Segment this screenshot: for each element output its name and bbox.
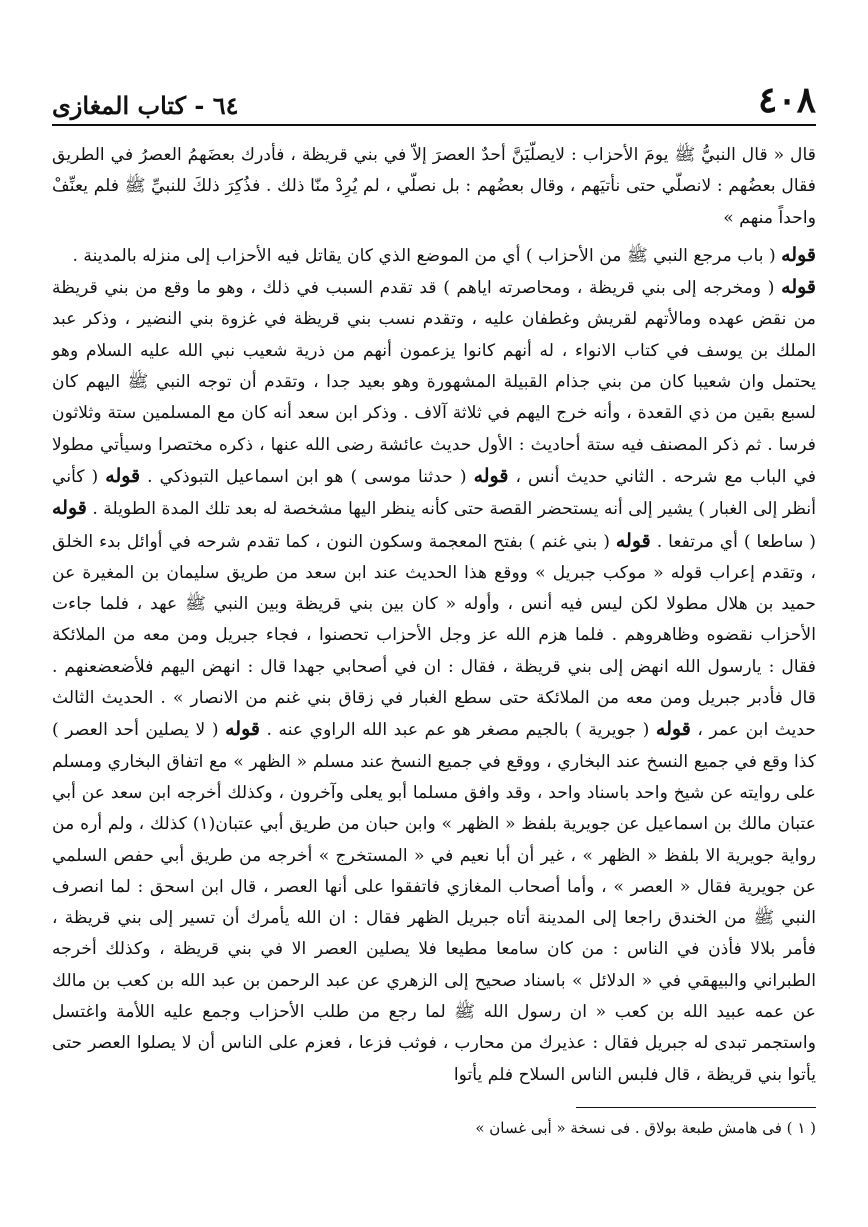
commentary-text: ( لا يصلين أحد العصر ) كذا وقع في جميع النسخ عند البخاري ، ووقع في جميع النسخ عند مسلم « الظهر » مع اتفاق البخاري ومسلم على روايته عن شيخ واحد باسناد واحد ، وقد وافق مسلما أبو يعلى وآخرون ، وكذلك أخرجه ابن سعد عن أبي عتبان مالك بن اسماعيل عن جويرية بلفظ « الظهر » وابن حبان من طريق أبي عتبان(١) كذلك ، ولم أره من رواية جويرية الا بلفظ « الظهر » ، غير أن أبا نعيم في « المستخرج » أخرجه من طريق أبي حفص السلمي عن جويرية فقال « العصر » ، وأما أصحاب المغازي فاتفقوا على أنها العصر ، قال ابن اسحق : لما انصرف النبي ﷺ من الخندق راجعا إلى المدينة أتاه جبريل الظهر فقال : ان الله يأمرك أن تسير إلى بني قريظة ، فأمر بلالا فأذن في الناس : من كان سامعا مطيعا فلا يصلين العصر الا في بني قريظة ، وكذلك أخرجه الطبراني والبيهقي في « الدلائل » باسناد صحيح إلى الزهري عن عبد الرحمن بن عبد الله بن كعب بن مالك عن عمه عبيد الله بن كعب « ان رسول الله ﷺ لما رجع من طلب الأحزاب وجمع عليه اللأمة واغتسل واستجمر تبدى له جبريل فقال : عذيرك من محارب ، فوثب فزعا ، فعزم على الناس أن لا يصلوا العصر حتى يأتوا بني قريظة ، قال فلبس الناس السلاح فلم يأتوا — [52, 720, 816, 1085]
qawluhu-keyword: قوله — [655, 718, 691, 741]
page-header — [52, 72, 816, 121]
header-rule — [52, 124, 816, 126]
body-text — [52, 140, 816, 1091]
commentary-text: ( كأني أنظر إلى الغبار ) يشير إلى أنه يستحضر القصة حتى كأنه ينظر اليها مشخصة له بعد تلك المدة الطويلة . — [52, 466, 816, 520]
commentary-text: ( بني غنم ) بفتح المعجمة وسكون النون ، كما تقدم شرحه في أوائل بدء الخلق ، وتقدم إعراب قوله « موكب جبريل » ووقع هذا الحديث عند ابن سعد من طريق سليمان بن المغيرة عن حميد بن هلال مطولا لكن ليس فيه أنس ، وأوله « كان بين بني قريظة وبين النبي ﷺ عهد ، فلما جاءت الأحزاب نقضوه وظاهروهم . فلما هزم الله عز وجل الأحزاب تحصنوا ، فجاء جبريل ومن معه من الملائكة فقال : يارسول الله انهض إلى بني قريظة ، فقال : ان في أصحابي جهدا قال : انهض اليهم فلأضعضعنهم . قال فأدبر جبريل ومن معه من الملائكة حتى سطع الغبار في زقاق بني غنم من الانصار » . الحديث الثالث حديث ابن عمر ، — [52, 531, 817, 741]
page-number: ٤٠٨ — [757, 79, 816, 121]
qawluhu-keyword: قوله — [105, 464, 141, 487]
qawluhu-keyword: قوله — [473, 464, 509, 487]
commentary-paragraph-2 — [52, 272, 816, 1091]
running-title: ٦٤ - كتاب المغازى — [52, 91, 239, 120]
commentary-paragraph-1 — [52, 240, 816, 272]
footnote: ( ١ ) فى هامش طبعة بولاق . فى نسخة « أبى غسان » — [475, 1118, 816, 1137]
commentary-text: ( ومخرجه إلى بني قريظة ، ومحاصرته اياهم ) قد تقدم السبب في ذلك ، وهو ما وقع من بني قريظة من نقض عهده ومالأتهم لقريش وغطفان عليه ، وتقدم نسب بني قريظة في غزوة بني النضير ، وذكر عبد الملك بن يوسف في كتاب الانواء ، له أنهم كانوا يزعمون أنهم من ذرية شعيب نبي الله عليه السلام وهو يحتمل وان شعيبا كان من بني جذام القبيلة المشهورة وهو بعيد جدا ، وتقدم أن توجه النبي ﷺ اليهم كان لسبع بقين من ذي القعدة ، وأنه خرج اليهم في ثلاثة آلاف . وذكر ابن سعد أنه كان مع المسلمين ستة وثلاثون فرسا . ثم ذكر المصنف فيه ستة أحاديث : الأول حديث عائشة رضى الله عنها ، ذكره مختصرا وسيأتي مطولا في الباب مع شرحه . الثاني حديث أنس ، — [52, 278, 817, 487]
commentary-text: ( باب مرجع النبي ﷺ من الأحزاب ) أي من الموضع الذي كان يقاتل فيه الأحزاب إلى منزله بالمدينة . — [72, 245, 776, 266]
commentary-text: ( جويرية ) بالجيم مصغر هو عم عبد الله الراوي عنه . — [266, 720, 650, 741]
qawluhu-keyword: قوله — [615, 529, 651, 552]
qawluhu-keyword: قوله — [781, 243, 816, 266]
qawluhu-keyword: قوله — [52, 497, 87, 520]
footnote-rule — [576, 1107, 816, 1108]
commentary-text: ( ساطعا ) أي مرتفعا . — [656, 531, 816, 552]
commentary-text: ( حدثنا موسى ) هو ابن اسماعيل التبوذكي . — [147, 466, 467, 487]
qawluhu-keyword: قوله — [225, 718, 260, 741]
hadith-text: قال « قال النبيُّ ﷺ يومَ الأحزاب : لايصلّيَنَّ أحدٌ العصرَ إلاّ في بني قريظة ، فأدرك بعضَهمُ العصرُ في الطريق فقال بعضُهم : لانصلّي حتى نأتيَهم ، وقال بعضُهم : بل نصلّي ، لم يُرِدْ منّا ذلك . فذُكِرَ ذلكَ للنبيِّ ﷺ فلم يعنِّفْ واحداً منهم » — [52, 145, 816, 228]
qawluhu-keyword: قوله — [781, 276, 817, 299]
